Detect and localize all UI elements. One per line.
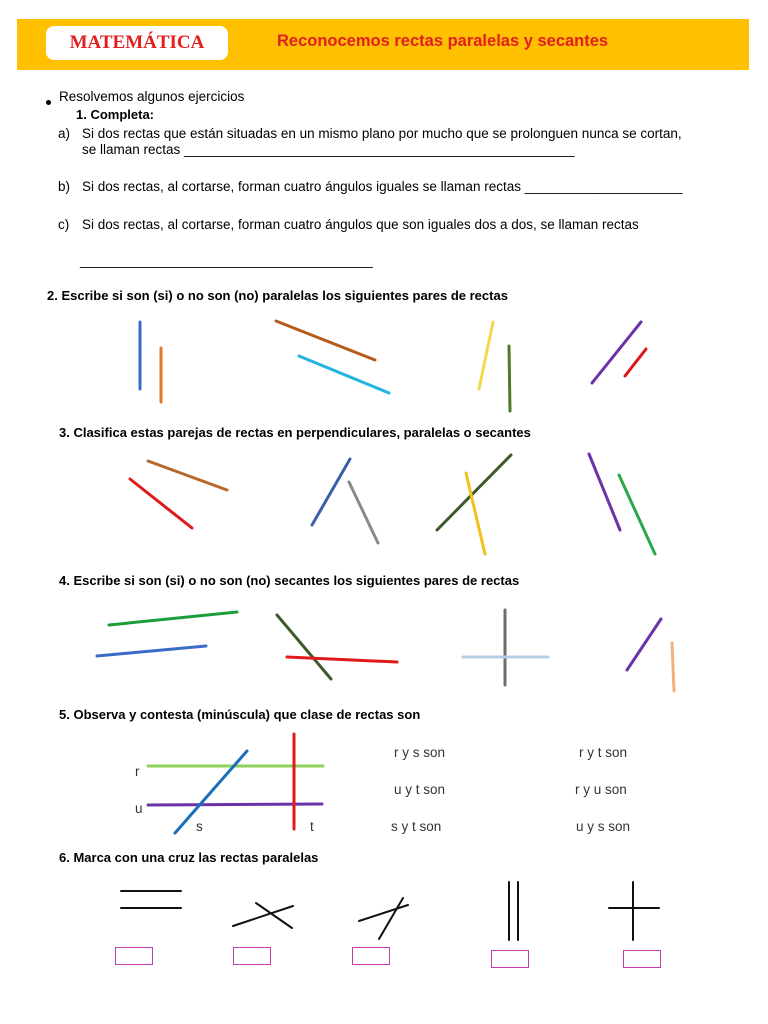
checkbox-figure-2[interactable] (233, 947, 271, 965)
question-s-t: s y t son (391, 819, 442, 834)
ex2-pair-1 (140, 322, 161, 402)
subject-label: MATEMÁTICA (46, 26, 228, 60)
checkbox-figure-1[interactable] (115, 947, 153, 965)
item-c-line2: _______________________________________ (80, 253, 373, 268)
ex6-figure-2 (233, 903, 293, 928)
label-r: r (135, 764, 140, 779)
ex6-figure-4 (509, 882, 518, 940)
item-a-letter: a) (58, 126, 71, 141)
ex3-pair-4 (589, 454, 655, 554)
exercise1-title: 1. Completa: (76, 107, 155, 122)
ex3-pair-3 (437, 455, 511, 554)
label-t: t (310, 819, 314, 834)
item-a-line1: Si dos rectas que están situadas en un mismo plano por mucho que se prolonguen nunca se cortan, (82, 126, 682, 141)
exercise3-title: 3. Clasifica estas parejas de rectas en perpendiculares, paralelas o secantes (59, 425, 531, 440)
intro-text: Resolvemos algunos ejercicios (59, 89, 245, 104)
checkbox-figure-3[interactable] (352, 947, 390, 965)
ex4-pair-1 (97, 612, 237, 656)
checkbox-figure-4[interactable] (491, 950, 529, 968)
ex4-pair-2 (277, 615, 397, 679)
item-a-line2: se llaman rectas ____________________________________________________ (82, 142, 575, 157)
question-u-s: u y s son (576, 819, 631, 834)
label-s: s (196, 819, 203, 834)
exercise5-title: 5. Observa y contesta (minúscula) que clase de rectas son (59, 707, 421, 722)
exercise2-title: 2. Escribe si son (si) o no son (no) paralelas los siguientes pares de rectas (47, 288, 508, 303)
question-r-t: r y t son (579, 745, 628, 760)
ex6-figure-5 (609, 882, 659, 940)
ex4-pair-3 (463, 610, 548, 685)
item-c-letter: c) (58, 217, 70, 232)
question-r-u: r y u son (575, 782, 627, 797)
item-c-line1: Si dos rectas, al cortarse, forman cuatro ángulos que son iguales dos a dos, se llaman rectas (82, 217, 639, 232)
ex6-figure-1 (121, 891, 181, 908)
ex2-pair-4 (592, 322, 646, 383)
ex2-pair-3 (479, 322, 510, 411)
label-u: u (135, 801, 143, 816)
ex4-pair-4 (627, 619, 674, 691)
ex3-pair-1 (130, 461, 227, 528)
ex5-diagram (148, 734, 323, 833)
item-b-letter: b) (58, 179, 71, 194)
question-r-s: r y s son (394, 745, 446, 760)
ex3-pair-2 (312, 459, 378, 543)
ex2-pair-2 (276, 321, 389, 393)
ex6-figure-3 (359, 898, 408, 939)
exercise6-title: 6. Marca con una cruz las rectas paralelas (59, 850, 319, 865)
page-title: Reconocemos rectas paralelas y secantes (277, 32, 609, 50)
exercise4-title: 4. Escribe si son (si) o no son (no) secantes los siguientes pares de rectas (59, 573, 520, 588)
checkbox-figure-5[interactable] (623, 950, 661, 968)
question-u-t: u y t son (394, 782, 446, 797)
item-b-line1: Si dos rectas, al cortarse, forman cuatro ángulos iguales se llaman rectas _____________________ (82, 179, 683, 194)
